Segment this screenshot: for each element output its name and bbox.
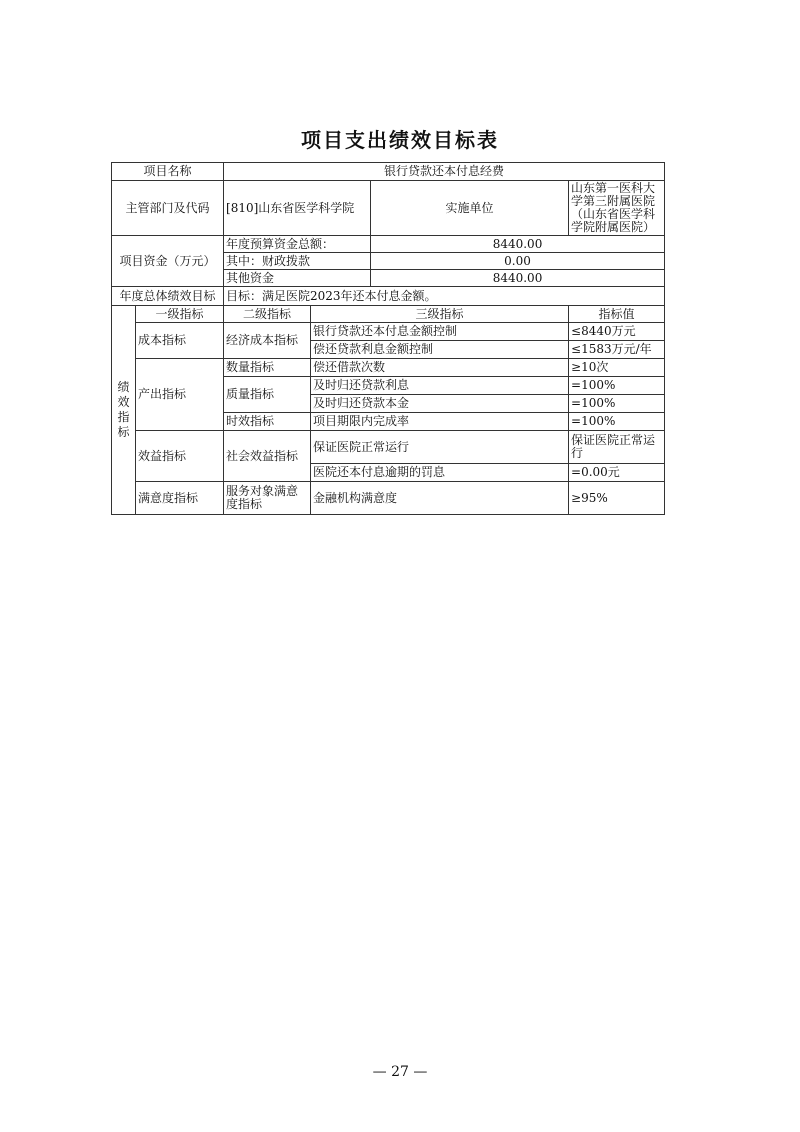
project-name-row	[112, 163, 665, 181]
output-quality-indicator-1: 及时归还贷款利息	[311, 377, 569, 395]
output-timeliness-indicator: 项目期限内完成率	[311, 413, 569, 431]
cost-level1: 成本指标	[136, 323, 224, 359]
header-value: 指标值	[569, 306, 665, 323]
benefit-value-2: =0.00元	[569, 464, 665, 482]
cost-indicator-1: 银行贷款还本付息金额控制	[311, 323, 569, 341]
benefit-level2: 社会效益指标	[224, 431, 311, 482]
table-row	[112, 431, 665, 464]
dept-label: 主管部门及代码	[112, 181, 224, 236]
header-level3: 三级指标	[311, 306, 569, 323]
satisfaction-level2: 服务对象满意度指标	[224, 482, 311, 515]
output-quality-value-1: =100%	[569, 377, 665, 395]
output-quality-label: 质量指标	[224, 377, 311, 413]
header-level1: 一级指标	[136, 306, 224, 323]
benefit-value-1: 保证医院正常运行	[569, 431, 665, 464]
benefit-indicator-2: 医院还本付息逾期的罚息	[311, 464, 569, 482]
table-row	[112, 323, 665, 341]
project-name-value: 银行贷款还本付息经费	[224, 163, 665, 181]
output-level1: 产出指标	[136, 359, 224, 431]
output-quantity-indicator: 偿还借款次数	[311, 359, 569, 377]
dept-value: [810]山东省医学科学院	[224, 181, 371, 236]
header-level2: 二级指标	[224, 306, 311, 323]
annual-goal-value: 目标：满足医院2023年还本付息金额。	[224, 287, 665, 306]
cost-level2: 经济成本指标	[224, 323, 311, 359]
output-timeliness-value: =100%	[569, 413, 665, 431]
output-quality-indicator-2: 及时归还贷款本金	[311, 395, 569, 413]
satisfaction-level1: 满意度指标	[136, 482, 224, 515]
department-row	[112, 181, 665, 236]
satisfaction-value: ≥95%	[569, 482, 665, 515]
cost-indicator-2: 偿还贷款利息金额控制	[311, 341, 569, 359]
output-quality-value-2: =100%	[569, 395, 665, 413]
indicator-header-row	[112, 306, 665, 323]
funds-label: 项目资金（万元）	[112, 236, 224, 287]
table-row	[112, 359, 665, 377]
project-name-label: 项目名称	[112, 163, 224, 181]
funds-total-value: 8440.00	[371, 236, 665, 253]
annual-goal-row	[112, 287, 665, 306]
benefit-level1: 效益指标	[136, 431, 224, 482]
satisfaction-indicator: 金融机构满意度	[311, 482, 569, 515]
impl-unit-label: 实施单位	[371, 181, 569, 236]
indicator-section-label: 绩效指标	[112, 306, 136, 515]
cost-value-2: ≤1583万元/年	[569, 341, 665, 359]
benefit-indicator-1: 保证医院正常运行	[311, 431, 569, 464]
funds-other-value: 8440.00	[371, 270, 665, 287]
annual-goal-label: 年度总体绩效目标	[112, 287, 224, 306]
output-quantity-label: 数量指标	[224, 359, 311, 377]
cost-value-1: ≤8440万元	[569, 323, 665, 341]
output-timeliness-label: 时效指标	[224, 413, 311, 431]
funds-total-row	[112, 236, 665, 253]
impl-unit-value: 山东第一医科大学第三附属医院（山东省医学科学院附属医院）	[569, 181, 665, 236]
funds-other-label: 其他资金	[224, 270, 371, 287]
table-row	[112, 482, 665, 515]
performance-goal-table	[111, 162, 665, 515]
page-number: — 27 —	[372, 1064, 428, 1080]
funds-fiscal-value: 0.00	[371, 253, 665, 270]
output-quantity-value: ≥10次	[569, 359, 665, 377]
funds-total-label: 年度预算资金总额：	[224, 236, 371, 253]
page-title: 项目支出绩效目标表	[301, 128, 499, 152]
funds-fiscal-label: 其中：财政拨款	[224, 253, 371, 270]
